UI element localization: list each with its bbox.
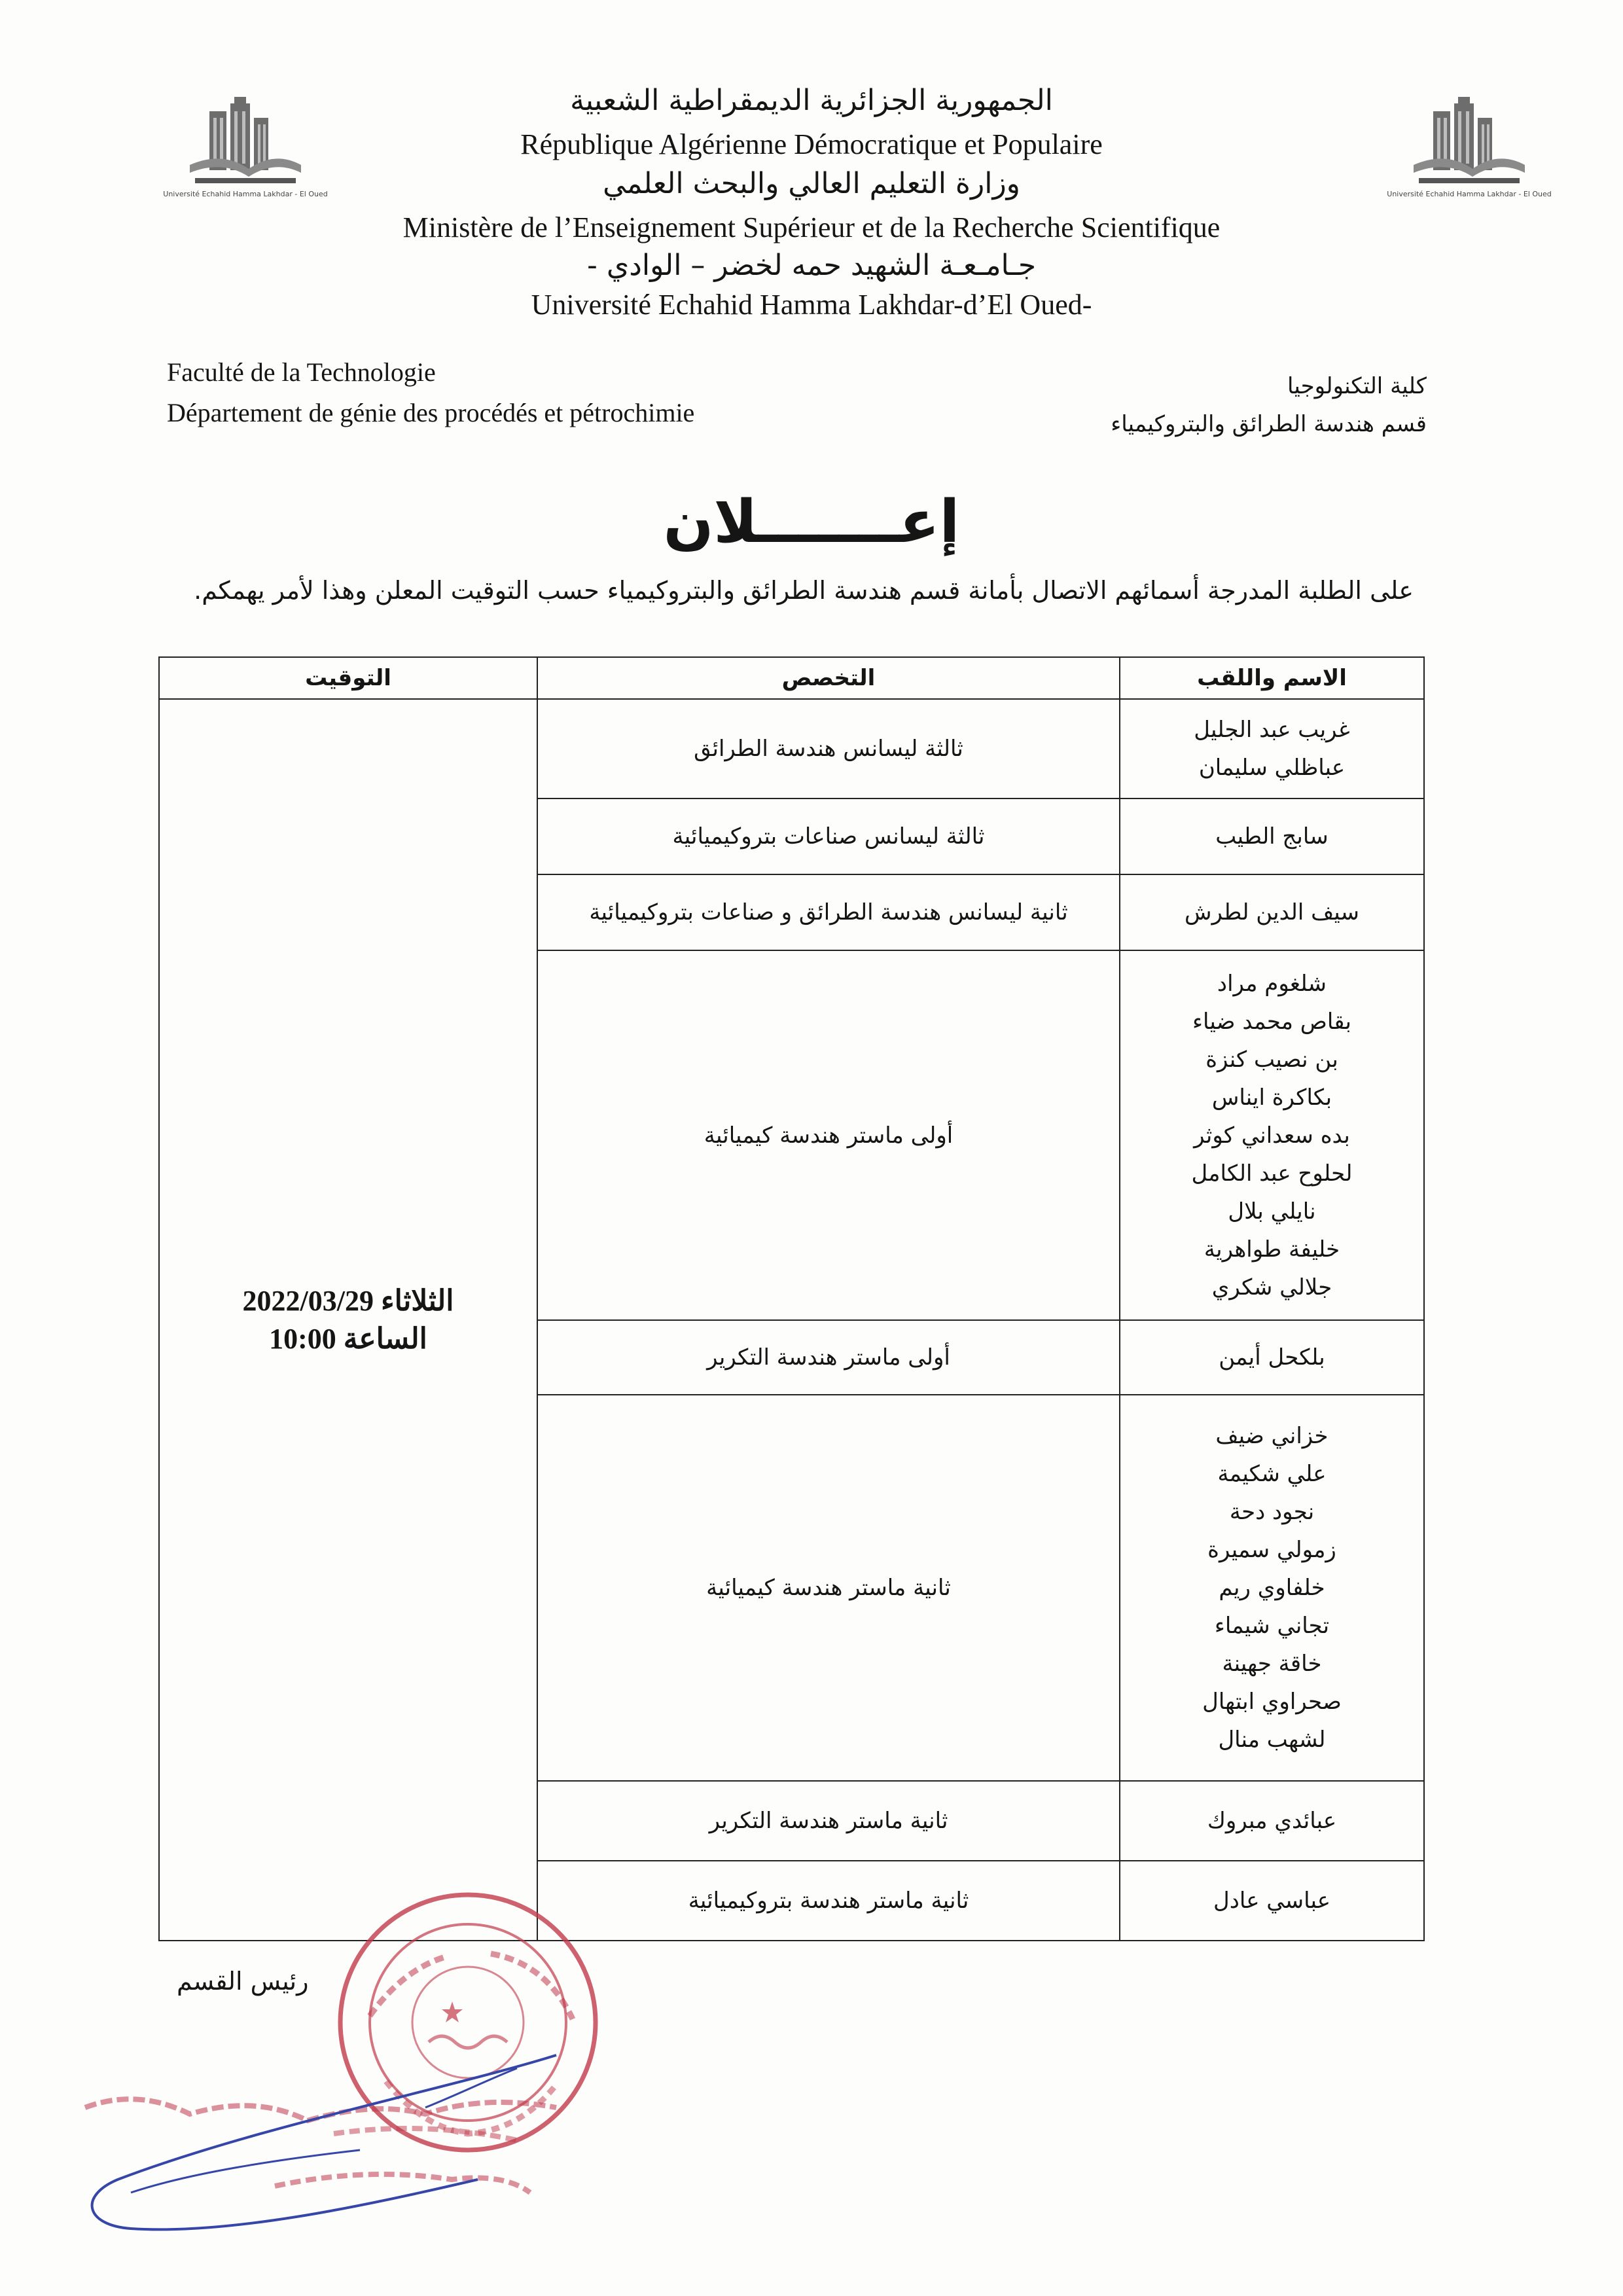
name-cell [1120,1861,1424,1941]
student-name: علي شكيمة [1217,1461,1327,1487]
student-name: لحلوح عبد الكامل [1191,1160,1353,1187]
student-name: نايلي بلال [1228,1198,1316,1225]
name-cell [1120,874,1424,950]
student-name: تجاني شيماء [1214,1613,1330,1639]
student-name: جلالي شكري [1211,1274,1332,1300]
name-cell [1120,1320,1424,1395]
student-name: صحراوي ابتهال [1202,1689,1342,1715]
university-ar: جـامـعـة الشهيد حمه لخضر – الوادي - [586,249,1037,282]
specialty-cell: أولى ماستر هندسة التكرير [537,1320,1120,1395]
faculty-ar: كلية التكنولوجيا [1287,373,1427,399]
header-name: الاسم واللقب [1120,657,1424,699]
student-name: عباسي عادل [1213,1888,1331,1914]
name-cell [1120,798,1424,874]
student-name: سيف الدين لطرش [1184,899,1360,925]
student-name: سابج الطيب [1215,823,1329,850]
student-name: خزاني ضيف [1215,1423,1329,1449]
name-cell [1120,1395,1424,1781]
ministry-fr: Ministère de l’Enseignement Supérieur et de la Recherche Scientifique [402,211,1221,243]
department-head-signature [59,2016,635,2251]
specialty-cell: أولى ماستر هندسة كيميائية [537,950,1120,1320]
signature-label: رئيس القسم [177,1967,309,1996]
specialty-cell: ثالثة ليسانس صناعات بتروكيميائية [537,798,1120,874]
header-specialty: التخصص [537,657,1120,699]
notice-title: إعـــــــلان [663,488,960,556]
student-name: عبائدي مبروك [1207,1808,1337,1834]
table-header-row [159,657,1424,699]
logo-caption: Université Echahid Hamma Lakhdar - El Oued [163,190,328,198]
student-name: خاقة جهينة [1222,1651,1322,1677]
student-name: خليفة طواهرية [1204,1236,1340,1263]
header-time: التوقيت [159,657,537,699]
republic-fr: République Algérienne Démocratique et Populaire [520,128,1103,160]
time-date: الثلاثاء 2022/03/29 [242,1284,454,1317]
student-name: بقاص محمد ضياء [1192,1008,1351,1035]
notice-intro: على الطلبة المدرجة أسمائهم الاتصال بأمانة قسم هندسة الطرائق والبتروكيمياء حسب التوقيت المعلن وهذا لأمر يهمكم. [194,576,1414,605]
student-name: لشهب منال [1218,1727,1326,1753]
specialty-cell: ثانية ماستر هندسة بتروكيميائية [537,1861,1120,1941]
student-name: خلفاوي ريم [1219,1575,1325,1601]
specialty-cell: ثانية ليسانس هندسة الطرائق و صناعات بتروكيميائية [537,874,1120,950]
time-hour: الساعة 10:00 [269,1322,427,1355]
name-cell [1120,1781,1424,1861]
specialty-cell: ثانية ماستر هندسة التكرير [537,1781,1120,1861]
department-fr: Département de génie des procédés et pétrochimie [167,398,695,427]
student-name: بده سعداني كوثر [1194,1122,1350,1149]
republic-ar: الجمهورية الجزائرية الديمقراطية الشعبية [570,84,1053,117]
name-cell [1120,699,1424,798]
logo-caption: Université Echahid Hamma Lakhdar - El Oued [1387,190,1552,198]
student-name: نجود دحة [1229,1499,1315,1525]
department-ar: قسم هندسة الطرائق والبتروكيمياء [1111,411,1427,437]
university-fr: Université Echahid Hamma Lakhdar-d’El Oued- [531,289,1092,321]
schedule-table [158,656,1425,1941]
faculty-fr: Faculté de la Technologie [167,357,436,387]
student-name: بن نصيب كنزة [1205,1046,1338,1073]
name-cell [1120,950,1424,1320]
student-name: شلغوم مراد [1217,970,1327,997]
time-cell [159,699,537,1941]
ministry-ar: وزارة التعليم العالي والبحث العلمي [603,167,1020,200]
student-name: غريب عبد الجليل [1194,717,1350,743]
student-name: زمولي سميرة [1207,1537,1336,1563]
student-name: عباظلي سليمان [1198,755,1346,781]
table-row [159,699,1424,798]
student-name: بلكحل أيمن [1219,1344,1325,1371]
specialty-cell: ثالثة ليسانس هندسة الطرائق [537,699,1120,798]
student-name: بكاكرة ايناس [1211,1084,1332,1111]
specialty-cell: ثانية ماستر هندسة كيميائية [537,1395,1120,1781]
